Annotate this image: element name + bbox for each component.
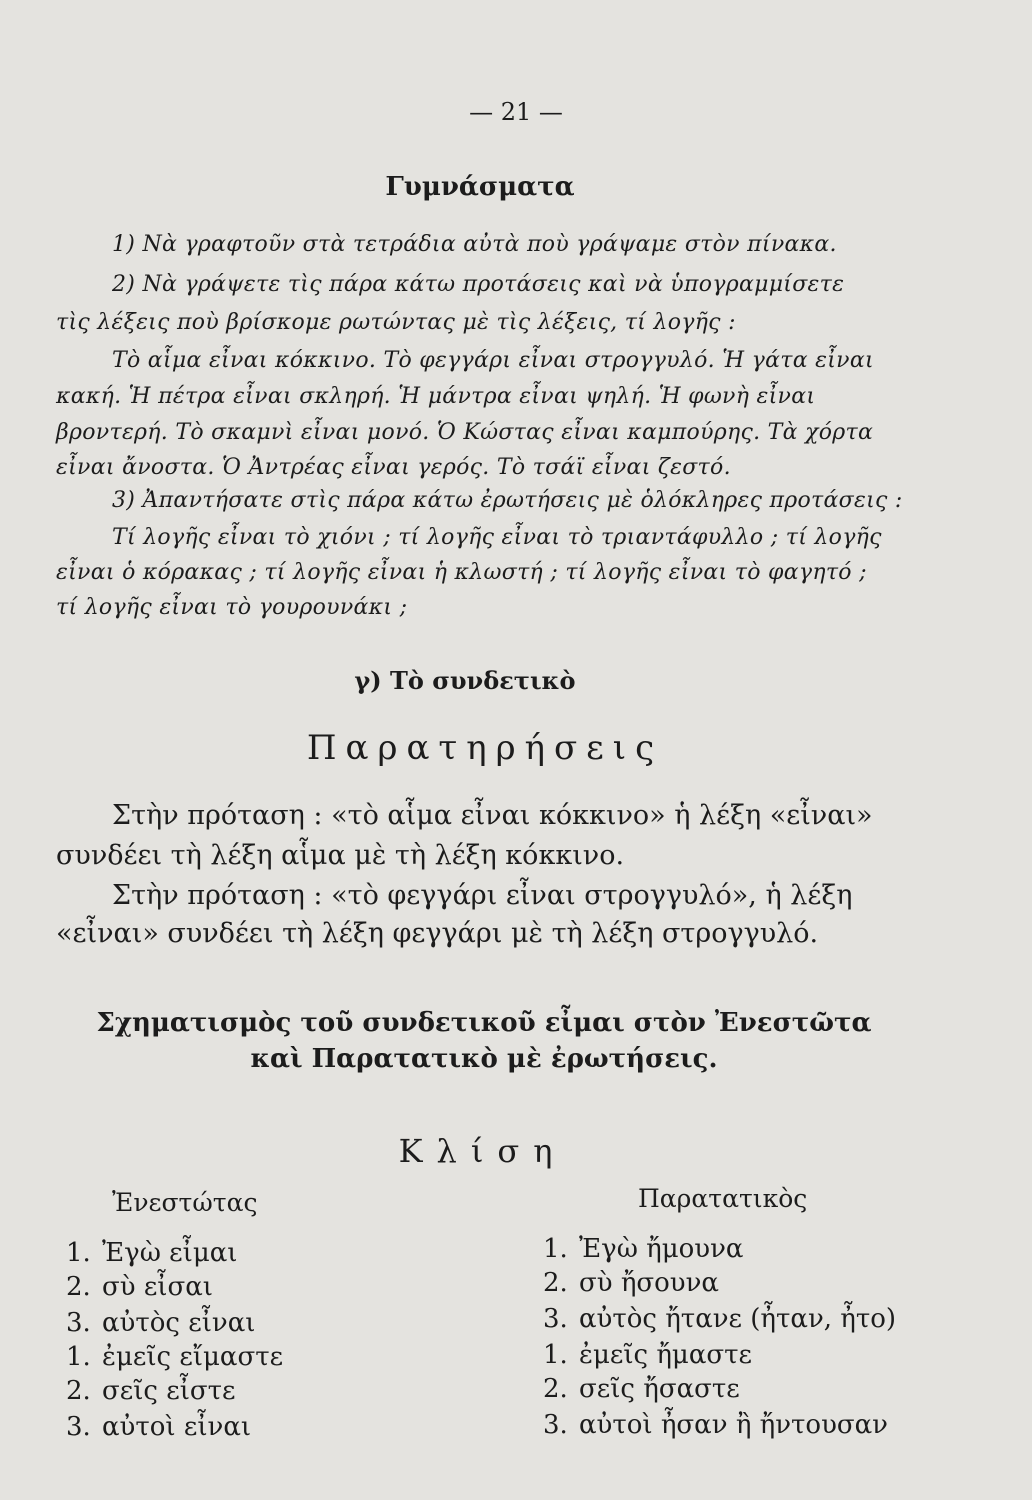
row-number: 2. — [543, 1374, 568, 1404]
verb-form: Ἐγὼ ἤμουνα — [579, 1234, 744, 1264]
present-row — [66, 1272, 213, 1302]
observation-line: Στὴν πρόταση : «τὸ αἷμα εἶναι κόκκινο» ἡ λέξη «εἶναι» — [112, 800, 873, 831]
exercises-heading: Γυμνάσματα — [385, 172, 575, 202]
exercise-line: κακή. Ἡ πέτρα εἶναι σκληρή. Ἡ μάντρα εἶναι ψηλή. Ἡ φωνὴ εἶναι — [56, 384, 816, 409]
imperfect-row — [543, 1304, 896, 1334]
exercise-line: 1) Νὰ γραφτοῦν στὰ τετράδια αὐτὰ ποὺ γράψαμε στὸν πίνακα. — [112, 232, 837, 257]
present-row — [66, 1308, 255, 1338]
exercise-line: εἶναι ὁ κόρακας ; τί λογῆς εἶναι ἡ κλωστή ; τί λογῆς εἶναι τὸ φαγητό ; — [56, 560, 867, 585]
exercise-line: εἶναι ἄνοστα. Ὁ Ἀντρέας εἶναι γερός. Τὸ τσάϊ εἶναι ζεστό. — [56, 455, 731, 480]
present-row — [66, 1342, 283, 1372]
exercise-line: Τί λογῆς εἶναι τὸ χιόνι ; τί λογῆς εἶναι τὸ τριαντάφυλλο ; τί λογῆς — [112, 525, 882, 550]
section-title: γ) Τὸ συνδετικὸ — [354, 666, 576, 695]
row-number: 1. — [66, 1238, 91, 1268]
row-number: 2. — [66, 1272, 91, 1302]
observation-line: Στὴν πρόταση : «τὸ φεγγάρι εἶναι στρογγυλό», ἡ λέξη — [112, 880, 853, 911]
row-number: 1. — [543, 1234, 568, 1264]
formation-heading-line1: Σχηματισμὸς τοῦ συνδετικοῦ εἶμαι στὸν Ἐνεστῶτα — [96, 1008, 872, 1038]
imperfect-row — [543, 1268, 719, 1298]
row-number: 3. — [66, 1412, 91, 1442]
conjugation-heading: Κλίση — [398, 1132, 567, 1170]
row-number: 3. — [543, 1410, 568, 1440]
row-number: 3. — [543, 1304, 568, 1334]
verb-form: σεῖς ἤσαστε — [579, 1374, 740, 1404]
present-row — [66, 1376, 236, 1406]
exercise-line: τί λογῆς εἶναι τὸ γουρουνάκι ; — [56, 595, 408, 620]
row-number: 1. — [543, 1340, 568, 1370]
verb-form: αὐτοὶ εἶναι — [102, 1412, 252, 1442]
verb-form: σὺ ἤσουνα — [579, 1268, 719, 1298]
row-number: 2. — [543, 1268, 568, 1298]
page-number: — 21 — — [469, 98, 563, 126]
row-number: 3. — [66, 1308, 91, 1338]
observations-heading: Παρατηρήσεις — [306, 728, 664, 768]
present-tense-title: Ἐνεστώτας — [112, 1188, 258, 1217]
formation-heading-line2: καὶ Παρατατικὸ μὲ ἐρωτήσεις. — [250, 1044, 718, 1074]
verb-form: σὺ εἶσαι — [102, 1272, 213, 1302]
observation-line: συνδέει τὴ λέξη αἷμα μὲ τὴ λέξη κόκκινο. — [56, 840, 625, 871]
present-row — [66, 1412, 251, 1442]
present-row — [66, 1238, 238, 1268]
verb-form: ἐμεῖς ἤμαστε — [579, 1340, 752, 1370]
exercise-line: βροντερή. Τὸ σκαμνὶ εἶναι μονό. Ὁ Κώστας εἶναι καμπούρης. Τὰ χόρτα — [56, 420, 874, 445]
verb-form: αὐτὸς ἤτανε (ἦταν, ἦτο) — [579, 1304, 897, 1334]
imperfect-row — [543, 1340, 752, 1370]
exercise-line: τὶς λέξεις ποὺ βρίσκομε ρωτώντας μὲ τὶς λέξεις, τί λογῆς : — [56, 310, 736, 335]
exercise-line: 2) Νὰ γράψετε τὶς πάρα κάτω προτάσεις καὶ νὰ ὑπογραμμίσετε — [112, 272, 845, 297]
row-number: 2. — [66, 1376, 91, 1406]
verb-form: αὐτὸς εἶναι — [102, 1308, 256, 1338]
imperfect-row — [543, 1234, 743, 1264]
verb-form: Ἐγὼ εἶμαι — [102, 1238, 238, 1268]
exercise-line: 3) Ἀπαντήσατε στὶς πάρα κάτω ἐρωτήσεις μὲ ὁλόκληρες προτάσεις : — [112, 488, 903, 513]
row-number: 1. — [66, 1342, 91, 1372]
verb-form: αὐτοὶ ἦσαν ἢ ἤντουσαν — [579, 1410, 888, 1440]
verb-form: ἐμεῖς εἴμαστε — [102, 1342, 284, 1372]
observation-line: «εἶναι» συνδέει τὴ λέξη φεγγάρι μὲ τὴ λέξη στρογγυλό. — [56, 918, 819, 949]
imperfect-row — [543, 1374, 740, 1404]
imperfect-row — [543, 1410, 888, 1440]
verb-form: σεῖς εἶστε — [102, 1376, 236, 1406]
imperfect-tense-title: Παρατατικὸς — [638, 1184, 808, 1213]
exercise-line: Τὸ αἷμα εἶναι κόκκινο. Τὸ φεγγάρι εἶναι στρογγυλό. Ἡ γάτα εἶναι — [112, 348, 874, 373]
